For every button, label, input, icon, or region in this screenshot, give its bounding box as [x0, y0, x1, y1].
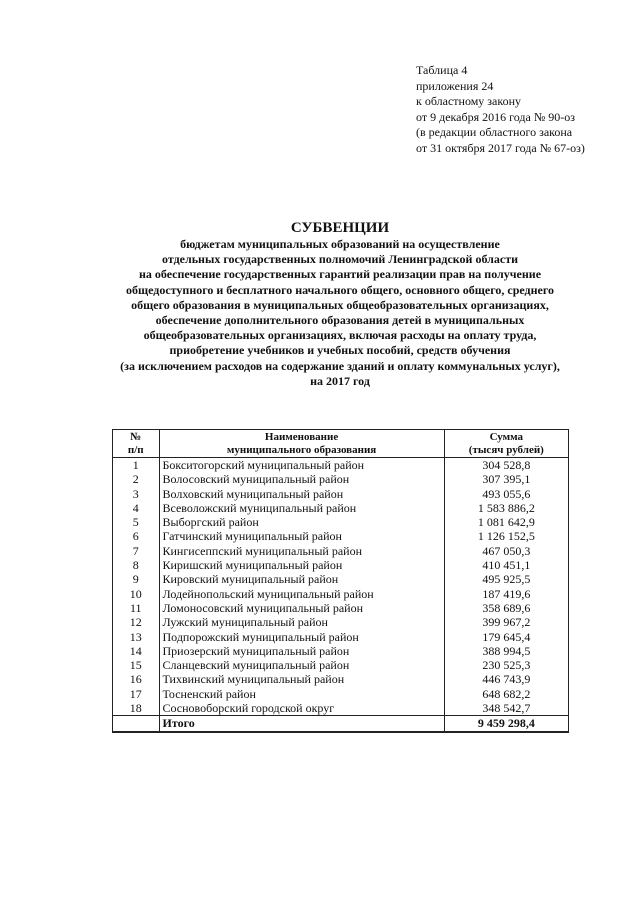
table-row — [113, 701, 569, 716]
header-num-line2: п/п — [127, 443, 144, 456]
title-line: на 2017 год — [310, 373, 370, 388]
row-name: Подпорожский муниципальный район — [159, 630, 444, 644]
row-name: Киришский муниципальный район — [159, 558, 444, 572]
row-num: 6 — [113, 529, 160, 543]
row-sum: 348 542,7 — [444, 701, 568, 716]
title-line: бюджетам муниципальных образований на осуществление — [180, 237, 500, 251]
table-row — [113, 515, 569, 529]
row-name: Кировский муниципальный район — [159, 572, 444, 586]
row-num: 7 — [113, 544, 160, 558]
row-sum: 410 451,1 — [444, 558, 568, 572]
note-line: от 31 октября 2017 года № 67-оз) — [416, 140, 585, 155]
table-row — [113, 672, 569, 686]
row-name: Бокситогорский муниципальный район — [159, 458, 444, 473]
header-num — [113, 430, 160, 458]
note-line: к областному закону — [416, 94, 522, 108]
row-name: Волховский муниципальный район — [159, 487, 444, 501]
title-line: отдельных государственных полномочий Ленинградской области — [161, 252, 519, 267]
total-sum: 9 459 298,4 — [444, 716, 568, 732]
row-num: 12 — [113, 615, 160, 629]
note-line: (в редакции областного закона — [416, 125, 573, 139]
row-num: 2 — [113, 472, 160, 486]
row-num: 3 — [113, 487, 160, 501]
row-name: Тосненский район — [159, 687, 444, 701]
row-num: 17 — [113, 687, 160, 701]
table-row — [113, 572, 569, 586]
table-row — [113, 601, 569, 615]
row-num: 13 — [113, 630, 160, 644]
row-sum: 307 395,1 — [444, 472, 568, 486]
note-line: приложения 24 — [416, 78, 494, 93]
title-line: на обеспечение государственных гарантий реализации прав на получение — [138, 267, 542, 282]
row-name: Приозерский муниципальный район — [159, 644, 444, 658]
table-row — [113, 630, 569, 644]
row-sum: 493 055,6 — [444, 487, 568, 501]
row-num: 5 — [113, 515, 160, 529]
row-num: 1 — [113, 458, 160, 473]
header-sum — [444, 430, 568, 458]
row-num: 14 — [113, 644, 160, 658]
appendix-note — [416, 63, 585, 156]
row-name: Кингисеппский муниципальный район — [159, 544, 444, 558]
row-name: Волосовский муниципальный район — [159, 472, 444, 486]
row-name: Тихвинский муниципальный район — [159, 672, 444, 686]
row-sum: 399 967,2 — [444, 615, 568, 629]
row-sum: 467 050,3 — [444, 544, 568, 558]
table-row — [113, 615, 569, 629]
row-name: Лужский муниципальный район — [159, 615, 444, 629]
table-row — [113, 687, 569, 701]
row-sum: 179 645,4 — [444, 630, 568, 644]
header-name — [159, 430, 444, 458]
document-title — [40, 219, 640, 389]
table-row — [113, 544, 569, 558]
row-sum: 187 419,6 — [444, 587, 568, 601]
row-name: Ломоносовский муниципальный район — [159, 601, 444, 615]
table-row — [113, 658, 569, 672]
row-sum: 230 525,3 — [444, 658, 568, 672]
table-row — [113, 472, 569, 486]
table-row — [113, 529, 569, 543]
title-line: общедоступного и бесплатного начального общего, основного общего, среднего — [125, 282, 555, 297]
row-num: 8 — [113, 558, 160, 572]
row-sum: 1 126 152,5 — [444, 529, 568, 543]
table-row — [113, 458, 569, 473]
row-name: Лодейнопольский муниципальный район — [159, 587, 444, 601]
row-name: Выборгский район — [159, 515, 444, 529]
table-row — [113, 487, 569, 501]
row-num: 9 — [113, 572, 160, 586]
total-row — [113, 716, 569, 732]
header-name-line1: Наименование — [264, 431, 339, 443]
row-name: Сосновоборский городской округ — [159, 701, 444, 716]
title-line: общеобразовательных организациях, включая расходы на оплату труда, — [143, 328, 537, 343]
title-line: (за исключением расходов на содержание зданий и оплату коммунальных услуг), — [120, 358, 560, 373]
row-sum: 358 689,6 — [444, 601, 568, 615]
subsidies-table — [112, 429, 569, 733]
header-num-line1: № — [130, 431, 142, 443]
table-header-row — [113, 430, 569, 458]
table-row — [113, 587, 569, 601]
table-row — [113, 501, 569, 515]
row-num: 4 — [113, 501, 160, 515]
total-num-cell — [113, 716, 160, 732]
row-sum: 1 081 642,9 — [444, 515, 568, 529]
row-name: Всеволожский муниципальный район — [159, 501, 444, 515]
row-num: 11 — [113, 601, 160, 615]
row-sum: 304 528,8 — [444, 458, 568, 473]
table-row — [113, 644, 569, 658]
row-sum: 1 583 886,2 — [444, 501, 568, 515]
row-name: Сланцевский муниципальный район — [159, 658, 444, 672]
title-main: СУБВЕНЦИИ — [290, 220, 390, 236]
header-sum-line1: Сумма — [489, 431, 524, 443]
header-name-line2: муниципального образования — [226, 443, 377, 456]
note-line: Таблица 4 — [416, 63, 468, 77]
row-sum: 388 994,5 — [444, 644, 568, 658]
header-sum-line2: (тысяч рублей) — [468, 443, 544, 456]
row-sum: 495 925,5 — [444, 572, 568, 586]
title-line: приобретение учебников и учебных пособий, средств обучения — [169, 343, 511, 358]
row-sum: 648 682,2 — [444, 687, 568, 701]
row-num: 16 — [113, 672, 160, 686]
row-num: 15 — [113, 658, 160, 672]
row-name: Гатчинский муниципальный район — [159, 529, 444, 543]
total-label: Итого — [159, 716, 444, 732]
note-line: от 9 декабря 2016 года № 90-оз — [416, 109, 576, 124]
title-line: обеспечение дополнительного образования детей в муниципальных — [155, 313, 525, 328]
row-num: 18 — [113, 701, 160, 716]
row-num: 10 — [113, 587, 160, 601]
table-row — [113, 558, 569, 572]
row-sum: 446 743,9 — [444, 672, 568, 686]
title-line: общего образования в муниципальных общеобразовательных организациях, — [131, 297, 549, 312]
